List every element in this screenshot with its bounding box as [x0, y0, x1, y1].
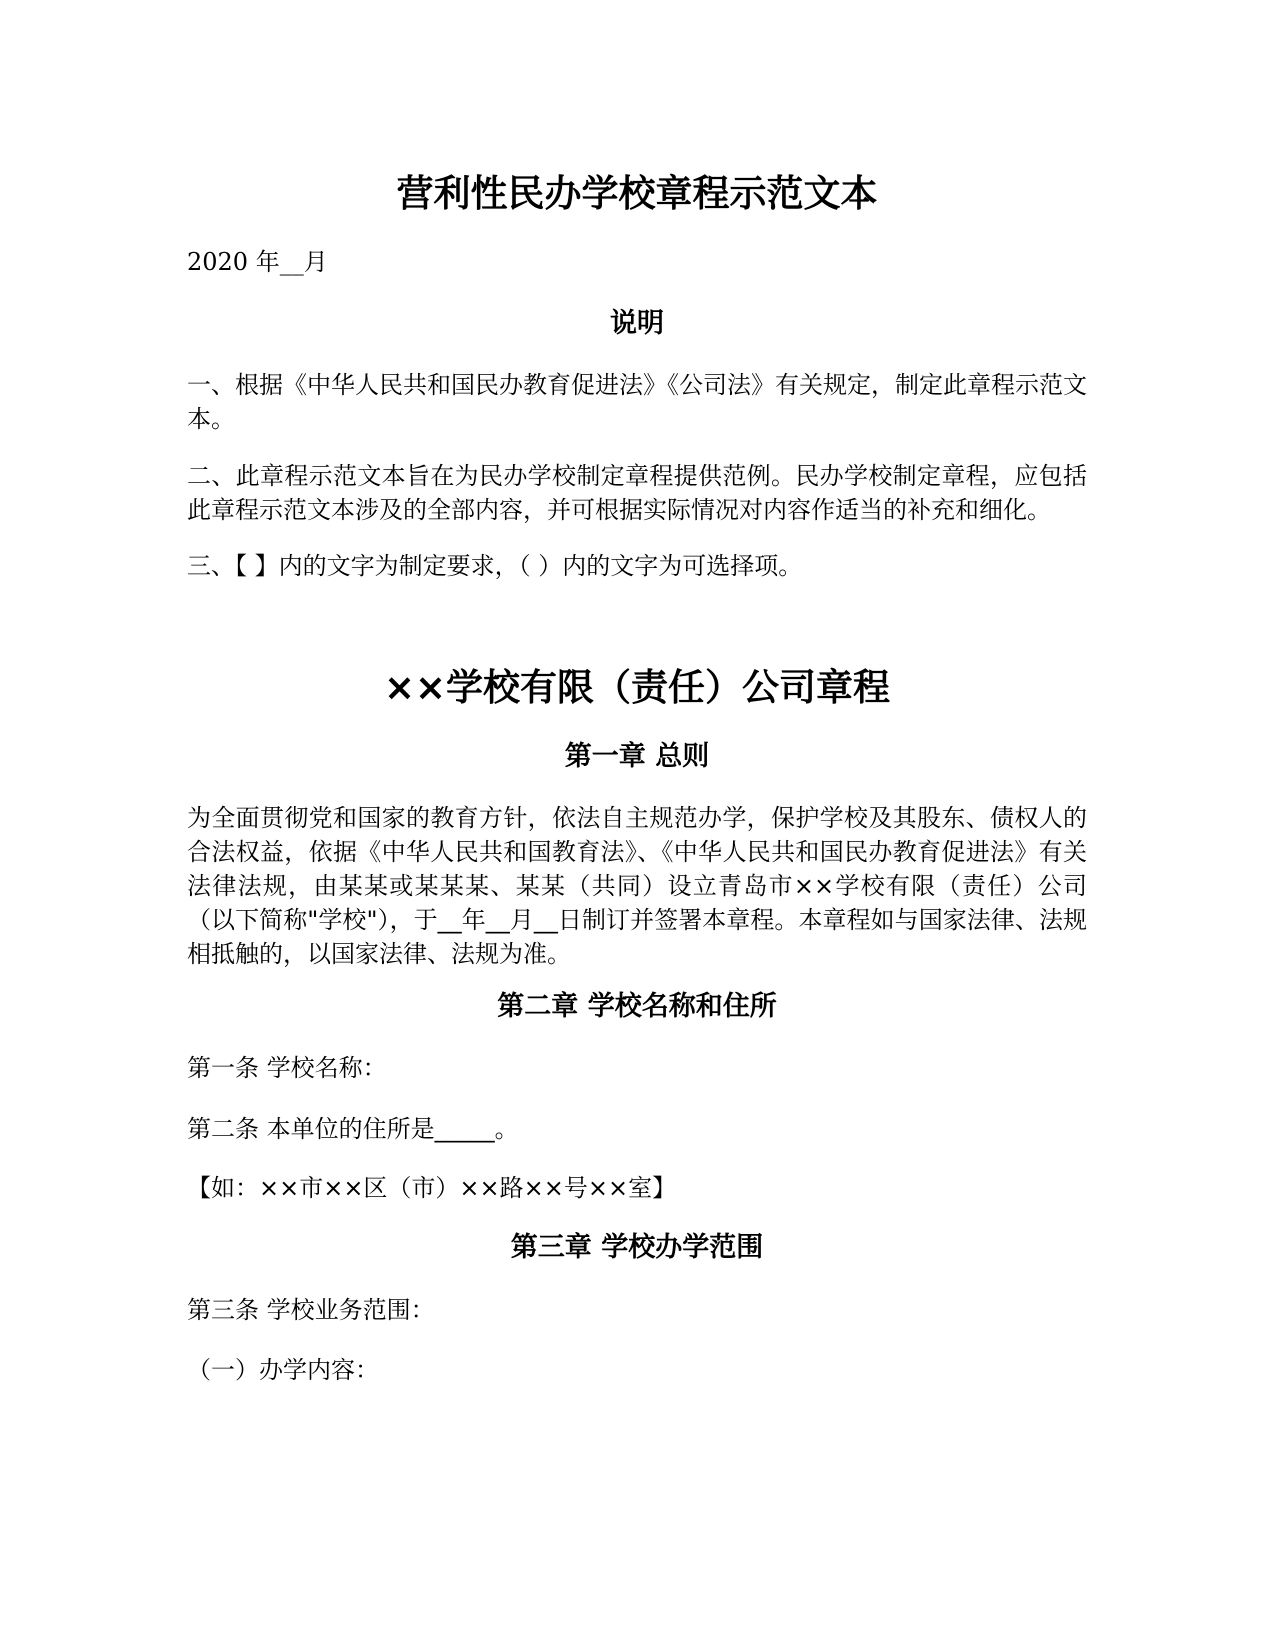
chapter-1-text: 为全面贯彻党和国家的教育方针，依法自主规范办学，保护学校及其股东、债权人的合法权益，依据《中华人民共和国教育法》、《中华人民共和国民办教育促进法》有关法律法规，由某某或某某某、某某（共同）设立青岛市××学校有限（责任）公司（以下简称"学校"），于__年__月__日制订并签署本章程。本章程如与国家法律、法规相抵触的，以国家法律、法规为准。	[187, 804, 1087, 968]
document-title: 营利性民办学校章程示范文本	[396, 172, 878, 215]
charter-title: ××学校有限（责任）公司章程	[383, 666, 890, 709]
date-line: 2020 年__月	[187, 248, 328, 276]
explanation-item-2: 二、此章程示范文本旨在为民办学校制定章程提供范例。民办学校制定章程，应包括此章程示范文本涉及的全部内容，并可根据实际情况对内容作适当的补充和细化。	[187, 462, 1087, 524]
chapter-2-heading: 第二章 学校名称和住所	[497, 991, 777, 1022]
article-3: 第三条 学校业务范围：	[187, 1296, 435, 1324]
article-2: 第二条 本单位的住所是_____。	[187, 1115, 519, 1143]
explanation-item-1: 一、根据《中华人民共和国民办教育促进法》《公司法》有关规定，制定此章程示范文本。	[187, 371, 1087, 433]
article-1: 第一条 学校名称：	[187, 1054, 387, 1082]
address-example: 【如：××市××区（市）××路××号××室】	[187, 1174, 677, 1202]
item-1: （一）办学内容：	[187, 1356, 379, 1384]
chapter-1-heading: 第一章 总则	[564, 741, 710, 772]
explanation-heading: 说明	[610, 308, 664, 339]
chapter-3-heading: 第三章 学校办学范围	[510, 1232, 764, 1263]
explanation-item-3: 三、【 】内的文字为制定要求，（ ）内的文字为可选择项。	[187, 552, 803, 580]
